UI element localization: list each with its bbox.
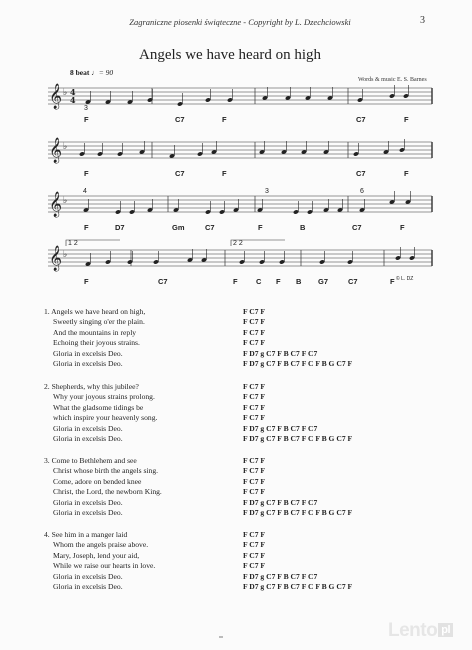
- chord-symbol: C: [256, 277, 262, 286]
- chord-symbol: B: [296, 277, 302, 286]
- song-title: Angels we have heard on high: [138, 47, 322, 63]
- lyric-line: 4. See him in a manger laid: [44, 530, 128, 539]
- measure-number: 4: [83, 188, 87, 195]
- chord-symbol: F: [258, 223, 263, 232]
- ending-number: 2 2: [233, 240, 243, 247]
- lyric-line: Come, adore on bended knee: [53, 476, 142, 486]
- chord-symbol: F: [222, 115, 227, 124]
- time-signature: 4: [70, 95, 76, 105]
- lyric-line: Gloria in excelsis Deo.: [53, 434, 123, 443]
- lyric-chords: F C7 F: [243, 338, 266, 348]
- lyric-line: Why your joyous strains prolong.: [53, 392, 155, 402]
- running-header: Zagraniczne piosenki świąteczne - Copyright by L. Dzechciowski: [129, 17, 351, 27]
- chord-symbol: C7: [175, 169, 185, 178]
- chord-symbol: C7: [356, 169, 366, 178]
- lyric-chords: F D7 g C7 F B C7 F C7: [243, 423, 318, 433]
- tempo-label: 8 beat: [70, 68, 90, 77]
- lyric-chords: F D7 g C7 F B C7 F C7: [243, 497, 318, 507]
- watermark-brand: Lento: [388, 620, 438, 641]
- flat-sign-icon: ♭: [63, 88, 68, 98]
- lyric-chords: F C7 F: [243, 487, 266, 497]
- flat-sign-icon: ♭: [63, 196, 68, 206]
- lyric-line: Mary, Joseph, lend your aid,: [53, 550, 140, 560]
- lyric-line: While we raise our hearts in love.: [53, 561, 156, 571]
- measure-number: 3: [265, 188, 269, 195]
- chord-symbol: F: [404, 115, 409, 124]
- lyric-chords: F D7 g C7 F B C7 F C F B G C7 F: [243, 359, 353, 368]
- lyric-line: Gloria in excelsis Deo.: [53, 571, 123, 581]
- lyric-chords: F D7 g C7 F B C7 F C F B G C7 F: [243, 582, 353, 591]
- watermark-suffix: pl: [438, 623, 453, 637]
- page-number: 3: [420, 15, 425, 26]
- chord-symbol: C7: [158, 277, 168, 286]
- chord-symbol: C7: [175, 115, 185, 124]
- lyric-line: And the mountains in reply: [53, 327, 137, 337]
- lyric-chords: F D7 g C7 F B C7 F C7: [243, 571, 318, 581]
- lyric-line: Christ whose birth the angels sing.: [53, 466, 159, 476]
- chord-symbol: F: [276, 277, 281, 286]
- chord-symbol: C7: [205, 223, 215, 232]
- chord-symbol: F: [84, 115, 89, 124]
- chord-symbol: Gm: [172, 223, 185, 232]
- lyric-chords: F D7 g C7 F B C7 F C F B G C7 F: [243, 508, 353, 517]
- treble-clef-icon: 𝄞: [49, 192, 63, 217]
- lyric-line: Christ, the Lord, the newborn King.: [53, 487, 162, 497]
- measure-number: 6: [360, 188, 364, 195]
- lyric-line: 1. Angels we have heard on high,: [44, 307, 146, 316]
- measure-number: 3: [84, 105, 88, 112]
- flat-sign-icon: ♭: [63, 142, 68, 152]
- copyright-mark: © L. DZ: [396, 276, 414, 282]
- chord-symbol: F: [84, 169, 89, 178]
- page-mark: [219, 636, 223, 638]
- lyric-line: Whom the angels praise above.: [53, 540, 149, 550]
- chord-symbol: F: [222, 169, 227, 178]
- lyric-chords: F C7 F: [243, 550, 266, 560]
- lyric-line: What the gladsome tidings be: [53, 402, 144, 412]
- lyric-line: Gloria in excelsis Deo.: [53, 423, 123, 433]
- chord-symbol: F: [390, 277, 395, 286]
- lyric-chords: F D7 g C7 F B C7 F C7: [243, 348, 318, 358]
- ending-number: 1 2: [68, 240, 78, 247]
- chord-symbol: C7: [348, 277, 358, 286]
- chord-symbol: F: [84, 223, 89, 232]
- lyric-chords: F C7 F: [243, 540, 266, 550]
- song-credit: Words & music E. S. Barnes: [358, 77, 427, 83]
- lyric-chords: F C7 F: [243, 456, 266, 465]
- watermark-logo: [388, 620, 453, 642]
- lyric-line: which inspire your heavenly song.: [53, 413, 158, 423]
- lyric-line: 2. Shepherds, why this jubilee?: [44, 382, 139, 391]
- lyric-line: Gloria in excelsis Deo.: [53, 348, 123, 358]
- chord-symbol: G7: [318, 277, 329, 286]
- chord-symbol: F: [84, 277, 89, 286]
- lyric-chords: F C7 F: [243, 466, 266, 476]
- chord-symbol: F: [233, 277, 238, 286]
- chord-symbol: C7: [356, 115, 366, 124]
- lyric-line: Gloria in excelsis Deo.: [53, 497, 123, 507]
- lyric-line: 3. Come to Bethlehem and see: [44, 456, 137, 465]
- treble-clef-icon: 𝄞: [49, 246, 63, 271]
- lyric-chords: F C7 F: [243, 382, 266, 391]
- flat-sign-icon: ♭: [63, 250, 68, 260]
- lyric-chords: F C7 F: [243, 402, 266, 412]
- lyric-chords: F D7 g C7 F B C7 F C F B G C7 F: [243, 434, 353, 443]
- lyric-line: Echoing their joyous strains.: [53, 338, 140, 348]
- time-signature: 4: [70, 87, 76, 97]
- chord-symbol: F: [400, 223, 405, 232]
- chord-symbol: D7: [115, 223, 125, 232]
- tempo-value: = 90: [98, 68, 114, 77]
- treble-clef-icon: 𝄞: [49, 84, 63, 109]
- chord-symbol: B: [300, 223, 306, 232]
- lyric-chords: F C7 F: [243, 392, 266, 402]
- lyric-chords: F C7 F: [243, 307, 266, 316]
- lyric-chords: F C7 F: [243, 327, 266, 337]
- lyric-chords: F C7 F: [243, 530, 266, 539]
- chord-symbol: F: [404, 169, 409, 178]
- lyric-line: Sweetly singing o'er the plain.: [53, 317, 145, 327]
- treble-clef-icon: 𝄞: [49, 138, 63, 163]
- lyric-chords: F C7 F: [243, 413, 266, 423]
- quarter-note-icon: ♩: [91, 68, 99, 77]
- lyric-chords: F C7 F: [243, 561, 266, 571]
- lyric-line: Gloria in excelsis Deo.: [53, 359, 123, 368]
- chord-symbol: C7: [352, 223, 362, 232]
- lyric-line: Gloria in excelsis Deo.: [53, 582, 123, 591]
- lyric-chords: F C7 F: [243, 476, 266, 486]
- lyric-line: Gloria in excelsis Deo.: [53, 508, 123, 517]
- lyric-chords: F C7 F: [243, 317, 266, 327]
